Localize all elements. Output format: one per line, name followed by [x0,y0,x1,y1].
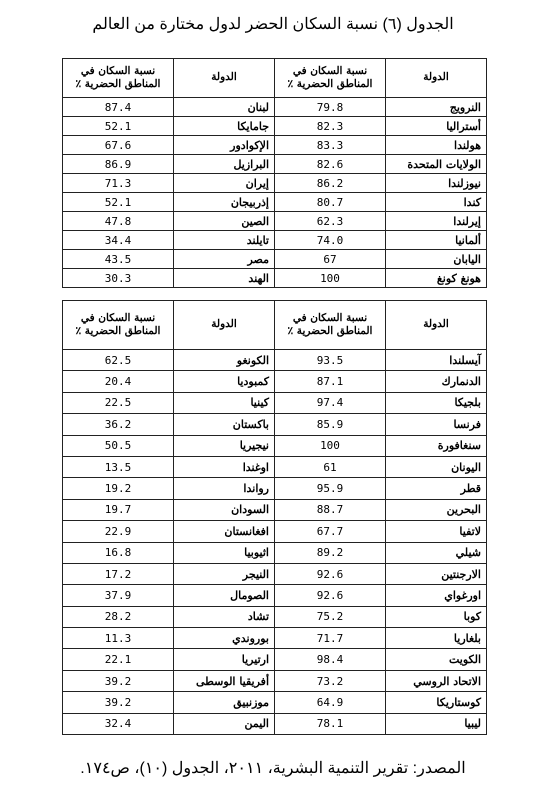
urban-pct-cell: 86.2 [275,174,386,193]
urban-pct-cell: 16.8 [63,542,174,563]
country-cell: بوروندي [174,628,275,649]
urban-pct-cell: 11.3 [63,628,174,649]
table-row [63,155,487,174]
urban-pct-cell: 67 [275,250,386,269]
country-cell: إيران [174,174,275,193]
urban-pct-cell: 28.2 [63,606,174,627]
country-cell: الولايات المتحدة [386,155,487,174]
table-body [63,98,487,288]
table-row [63,585,487,606]
table-row [63,649,487,670]
country-cell: الكونغو [174,350,275,371]
urban-pct-cell: 71.7 [275,628,386,649]
table-row [63,521,487,542]
table-row [63,499,487,520]
urban-population-table-2 [62,300,487,735]
table-body [63,350,487,735]
urban-pct-cell: 52.1 [63,117,174,136]
urban-pct-cell: 92.6 [275,585,386,606]
country-cell: الصين [174,212,275,231]
table-row [63,563,487,584]
country-cell: الارجنتين [386,563,487,584]
country-cell: أفريقيا الوسطى [174,670,275,691]
country-cell: البرازيل [174,155,275,174]
country-cell: اليونان [386,456,487,477]
urban-pct-cell: 62.5 [63,350,174,371]
country-cell: قطر [386,478,487,499]
country-cell: كوبا [386,606,487,627]
country-cell: نيجيريا [174,435,275,456]
table-row [63,542,487,563]
country-cell: كندا [386,193,487,212]
country-cell: رواندا [174,478,275,499]
table-row [63,193,487,212]
urban-pct-cell: 17.2 [63,563,174,584]
country-cell: ارتيريا [174,649,275,670]
country-cell: شيلي [386,542,487,563]
urban-pct-cell: 67.7 [275,521,386,542]
urban-pct-cell: 87.1 [275,371,386,392]
urban-pct-cell: 79.8 [275,98,386,117]
urban-pct-cell: 98.4 [275,649,386,670]
urban-pct-header: نسبة السكان في المناطق الحضرية ٪ [63,59,174,98]
country-cell: الصومال [174,585,275,606]
urban-pct-cell: 64.9 [275,692,386,713]
table-row [63,392,487,413]
urban-pct-cell: 83.3 [275,136,386,155]
urban-pct-cell: 22.9 [63,521,174,542]
urban-pct-cell: 39.2 [63,692,174,713]
table-row [63,117,487,136]
country-cell: السودان [174,499,275,520]
country-cell: النيجر [174,563,275,584]
country-cell: سنغافورة [386,435,487,456]
urban-pct-cell: 93.5 [275,350,386,371]
urban-pct-cell: 19.7 [63,499,174,520]
table-row [63,435,487,456]
table-row [63,174,487,193]
urban-pct-cell: 22.5 [63,392,174,413]
table-row [63,136,487,155]
table-row [63,350,487,371]
urban-pct-cell: 61 [275,456,386,477]
table-row [63,628,487,649]
country-cell: بلغاريا [386,628,487,649]
country-cell: البحرين [386,499,487,520]
urban-pct-header: نسبة السكان في المناطق الحضرية ٪ [275,59,386,98]
urban-pct-cell: 74.0 [275,231,386,250]
table-row [63,269,487,288]
country-cell: ألمانيا [386,231,487,250]
country-cell: اثيوبيا [174,542,275,563]
table-row [63,371,487,392]
urban-pct-cell: 52.1 [63,193,174,212]
country-cell: تشاد [174,606,275,627]
country-header: الدولة [386,59,487,98]
urban-pct-cell: 30.3 [63,269,174,288]
urban-pct-cell: 100 [275,269,386,288]
urban-pct-cell: 37.9 [63,585,174,606]
urban-pct-cell: 75.2 [275,606,386,627]
country-cell: لبنان [174,98,275,117]
country-cell: إيرلندا [386,212,487,231]
country-cell: إذربيجان [174,193,275,212]
table-title: الجدول (٦) نسبة السكان الحضر لدول مختارة من العالم [92,16,454,33]
urban-pct-cell: 97.4 [275,392,386,413]
urban-pct-cell: 73.2 [275,670,386,691]
table-row [63,456,487,477]
urban-pct-cell: 85.9 [275,414,386,435]
urban-pct-cell: 36.2 [63,414,174,435]
urban-pct-cell: 78.1 [275,713,386,734]
country-cell: جامايكا [174,117,275,136]
table-row [63,692,487,713]
urban-pct-cell: 67.6 [63,136,174,155]
table-row [63,212,487,231]
urban-pct-cell: 82.6 [275,155,386,174]
urban-pct-cell: 20.4 [63,371,174,392]
country-cell: كمبوديا [174,371,275,392]
table-row [63,606,487,627]
country-cell: مصر [174,250,275,269]
table-row [63,98,487,117]
urban-pct-cell: 22.1 [63,649,174,670]
urban-population-table-1 [62,58,487,288]
country-cell: الاتحاد الروسي [386,670,487,691]
table-row [63,231,487,250]
country-cell: كوستاريكا [386,692,487,713]
urban-pct-cell: 32.4 [63,713,174,734]
country-cell: فرنسا [386,414,487,435]
country-cell: الإكوادور [174,136,275,155]
country-cell: اورغواي [386,585,487,606]
country-cell: الهند [174,269,275,288]
table-row [63,713,487,734]
country-cell: موزنبيق [174,692,275,713]
country-cell: هونغ كونغ [386,269,487,288]
urban-pct-cell: 50.5 [63,435,174,456]
country-cell: افغانستان [174,521,275,542]
urban-pct-cell: 80.7 [275,193,386,212]
urban-pct-header: نسبة السكان في المناطق الحضرية ٪ [63,301,174,350]
urban-pct-cell: 82.3 [275,117,386,136]
urban-pct-cell: 88.7 [275,499,386,520]
country-cell: تايلند [174,231,275,250]
urban-pct-cell: 71.3 [63,174,174,193]
country-cell: اليمن [174,713,275,734]
country-cell: باكستان [174,414,275,435]
urban-pct-cell: 39.2 [63,670,174,691]
urban-pct-cell: 13.5 [63,456,174,477]
table-row [63,250,487,269]
urban-pct-cell: 100 [275,435,386,456]
country-cell: كينيا [174,392,275,413]
urban-pct-cell: 47.8 [63,212,174,231]
country-cell: ليبيا [386,713,487,734]
country-cell: أستراليا [386,117,487,136]
table-row [63,670,487,691]
country-cell: هولندا [386,136,487,155]
country-cell: آيسلندا [386,350,487,371]
country-cell: الكويت [386,649,487,670]
urban-pct-cell: 95.9 [275,478,386,499]
table-header-row [63,59,487,98]
urban-pct-cell: 19.2 [63,478,174,499]
country-header: الدولة [174,301,275,350]
country-header: الدولة [386,301,487,350]
country-cell: الدنمارك [386,371,487,392]
urban-pct-cell: 34.4 [63,231,174,250]
urban-pct-cell: 89.2 [275,542,386,563]
urban-pct-cell: 87.4 [63,98,174,117]
table-header-row [63,301,487,350]
table-row [63,414,487,435]
table-row [63,478,487,499]
country-cell: اوغندا [174,456,275,477]
urban-pct-header: نسبة السكان في المناطق الحضرية ٪ [275,301,386,350]
urban-pct-cell: 62.3 [275,212,386,231]
country-cell: بلجيكا [386,392,487,413]
country-cell: اليابان [386,250,487,269]
urban-pct-cell: 92.6 [275,563,386,584]
urban-pct-cell: 86.9 [63,155,174,174]
country-cell: نيوزلندا [386,174,487,193]
country-cell: لاتفيا [386,521,487,542]
country-cell: النرويج [386,98,487,117]
source-note: المصدر: تقرير التنمية البشرية، ٢٠١١، الجدول (١٠)، ص١٧٤. [80,760,466,777]
country-header: الدولة [174,59,275,98]
urban-pct-cell: 43.5 [63,250,174,269]
